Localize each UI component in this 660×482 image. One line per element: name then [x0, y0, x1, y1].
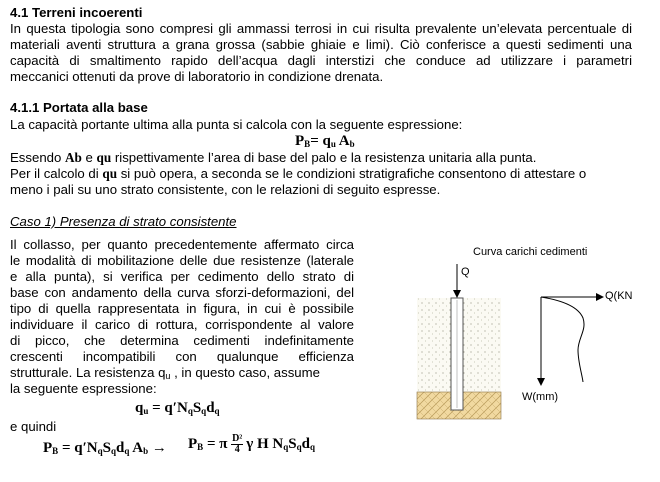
- figure-y-label: W(mm): [522, 391, 559, 403]
- intro-line-3: capacità di smaltimento rapido dell’acqua dagli interstizi che conduce ad utilizzare i parametri: [10, 53, 632, 68]
- subsection-line-4: meno i pali su uno strato consistente, con le relazioni di seguito espresse.: [10, 182, 441, 197]
- subsection-line-2: Essendo Ab e qu rispettivamente l’area di base del palo e la resistenza unitaria alla punta.: [10, 150, 537, 165]
- figure-q-label: Q: [461, 266, 470, 278]
- section-title: 4.1 Terreni incoerenti: [10, 5, 143, 20]
- formula-pb-final-b: $P_B = \pi$ D² 4 γ H $N_qS_qd_q$: [188, 433, 315, 455]
- case1-line-1: Il collasso, per quanto precedentemente affermato circa: [10, 237, 354, 252]
- intro-line-1: In questa tipologia sono compresi gli ammassi terrosi in cui risulta prevalente un’elevata percentuale di: [10, 21, 632, 36]
- case1-line-2: le modalità di mobilitazione delle due resistenze (laterale: [10, 253, 354, 268]
- case1-line-10: la seguente espressione:: [10, 381, 157, 396]
- subsection-line-1: La capacità portante ultima alla punta si calcola con la seguente espressione:: [10, 117, 463, 132]
- formula-pb: $P_B= q_u$ $A_b$: [295, 133, 355, 149]
- e-quindi: e quindi: [10, 419, 57, 434]
- formula-pb-final-a: $P_B = q'N_qS_qd_q$ $A_b$ →: [43, 440, 167, 456]
- figure-title: Curva carichi cedimenti: [473, 246, 588, 258]
- intro-line-4: meccanici ottenuti da prove di laboratorio in condizione drenata.: [10, 69, 384, 84]
- subsection-title: 4.1.1 Portata alla base: [10, 100, 148, 115]
- case1-line-6: individuare il carico di rottura, corrispondente al valore: [10, 317, 354, 332]
- subsection-line-3: Per il calcolo di qu si può opera, a seconda se le condizioni stratigrafiche consentono di attestare o: [10, 166, 587, 181]
- case1-line-5: tipo di quella rappresentata in figura, in cui è possibile: [10, 301, 354, 316]
- case1-line-4: base con andamento della curva sforzi-deformazioni, del: [10, 285, 354, 300]
- case1-line-8: crescenti incompatibili con qualunque efficienza: [10, 349, 354, 364]
- figure-x-label: Q(KN: [605, 290, 633, 302]
- load-settlement-curve: [541, 297, 584, 382]
- case1-title: Caso 1) Presenza di strato consistente: [10, 214, 237, 229]
- intro-line-2: materiali aventi struttura a grana grossa (sabbie ghiaie e limi). Ciò conferisce a questi sedimenti una: [10, 37, 632, 52]
- case1-line-9: strutturale. La resistenza $q_u$ , in questo caso, assume: [10, 365, 320, 381]
- formula-qu: $q_u = q'N_qS_qd_q$: [135, 400, 220, 416]
- case1-line-7: di picco, che determina cedimenti indefinitamente: [10, 333, 354, 348]
- case1-line-3: e alla punta), si verifica per cedimento dello strato di: [10, 269, 354, 284]
